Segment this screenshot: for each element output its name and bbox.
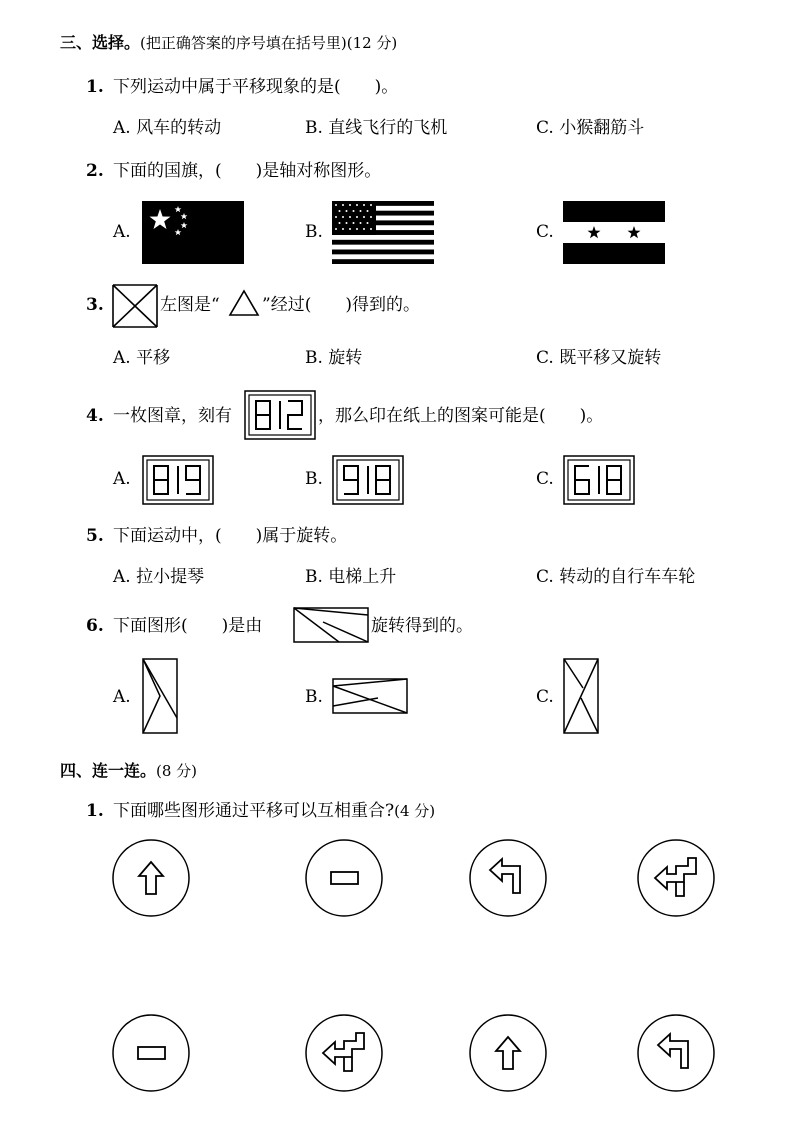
q3-number: 3. [86,295,104,315]
q6-option-b[interactable]: B. [305,687,323,707]
q4-stem-part2: ，那么印在纸上的图案可能是( )。 [318,406,604,426]
q5-option-a[interactable]: A. 拉小提琴 [113,567,205,587]
rotated-figure-b-icon [332,678,408,714]
q3-option-a[interactable]: A. 平移 [113,348,171,368]
q6-option-c[interactable]: C. [536,687,554,707]
top-circle-4-double-turn-arrow-icon[interactable] [636,838,716,918]
q3-option-c[interactable]: C. 既平移又旋转 [536,348,662,368]
top-circle-2-minus-bar-icon[interactable] [304,838,384,918]
rotated-triangles-figure-icon [112,284,158,328]
section-3-heading [60,32,397,54]
s4-q1-points: (4 分) [394,802,436,820]
q6-stem-part2: 旋转得到的。 [371,616,473,636]
stamp-918-icon [332,455,404,505]
q4-option-a[interactable]: A. [113,469,131,489]
q1-stem: 下列运动中属于平移现象的是( )。 [113,77,399,97]
q6-stem-part1: 下面图形( )是由 [113,616,263,636]
q4-stem-part1: 一枚图章，刻有 [113,406,232,426]
s4-q1-question: 下面哪些图形通过平移可以互相重合? [113,801,395,821]
q4-option-b[interactable]: B. [305,469,323,489]
q2-option-a[interactable]: A. [113,222,131,242]
bottom-circle-2-double-turn-arrow-icon[interactable] [304,1013,384,1093]
q5-option-b[interactable]: B. 电梯上升 [305,567,397,587]
rotated-figure-a-icon [142,658,178,734]
rectangle-with-triangles-icon [293,607,369,643]
bottom-circle-1-minus-bar-icon[interactable] [111,1013,191,1093]
q5-stem: 下面运动中，( )属于旋转。 [113,526,348,546]
rotated-figure-c-icon [563,658,599,734]
section-4-title: 四、连一连。 [60,761,157,780]
top-circle-3-turn-left-arrow-icon[interactable] [468,838,548,918]
q1-option-a[interactable]: A. 风车的转动 [113,118,222,138]
q1-number: 1. [86,77,104,97]
china-flag-icon [142,201,244,264]
q2-number: 2. [86,161,104,181]
two-star-flag-icon [563,201,665,264]
s4-q1-stem [113,800,435,822]
q4-option-c[interactable]: C. [536,469,554,489]
q1-option-b[interactable]: B. 直线飞行的飞机 [305,118,448,138]
q5-option-c[interactable]: C. 转动的自行车车轮 [536,567,696,587]
q1-option-c[interactable]: C. 小猴翻筋斗 [536,118,645,138]
q5-number: 5. [86,526,104,546]
q3-stem-part1: 左图是“ [160,295,220,315]
q4-number: 4. [86,406,104,426]
bottom-circle-4-turn-left-arrow-icon[interactable] [636,1013,716,1093]
q6-number: 6. [86,616,104,636]
bottom-circle-3-up-arrow-icon[interactable] [468,1013,548,1093]
triangle-icon [228,289,260,317]
q3-option-b[interactable]: B. 旋转 [305,348,363,368]
q3-stem-part2: ”经过( )得到的。 [262,295,420,315]
section-4-heading [60,760,197,782]
section-3-title: 三、选择。 [60,33,141,52]
section-4-points: (8 分) [156,762,198,780]
stamp-812-icon [244,390,316,440]
section-3-instruction: (把正确答案的序号填在括号里)(12 分) [140,34,398,52]
stamp-618-icon [563,455,635,505]
stamp-819-icon [142,455,214,505]
q6-option-a[interactable]: A. [113,687,131,707]
top-circle-1-up-arrow-icon[interactable] [111,838,191,918]
usa-flag-icon [332,201,434,264]
q2-stem: 下面的国旗，( )是轴对称图形。 [113,161,382,181]
q2-option-c[interactable]: C. [536,222,554,242]
s4-q1-number: 1. [86,801,104,821]
q2-option-b[interactable]: B. [305,222,323,242]
